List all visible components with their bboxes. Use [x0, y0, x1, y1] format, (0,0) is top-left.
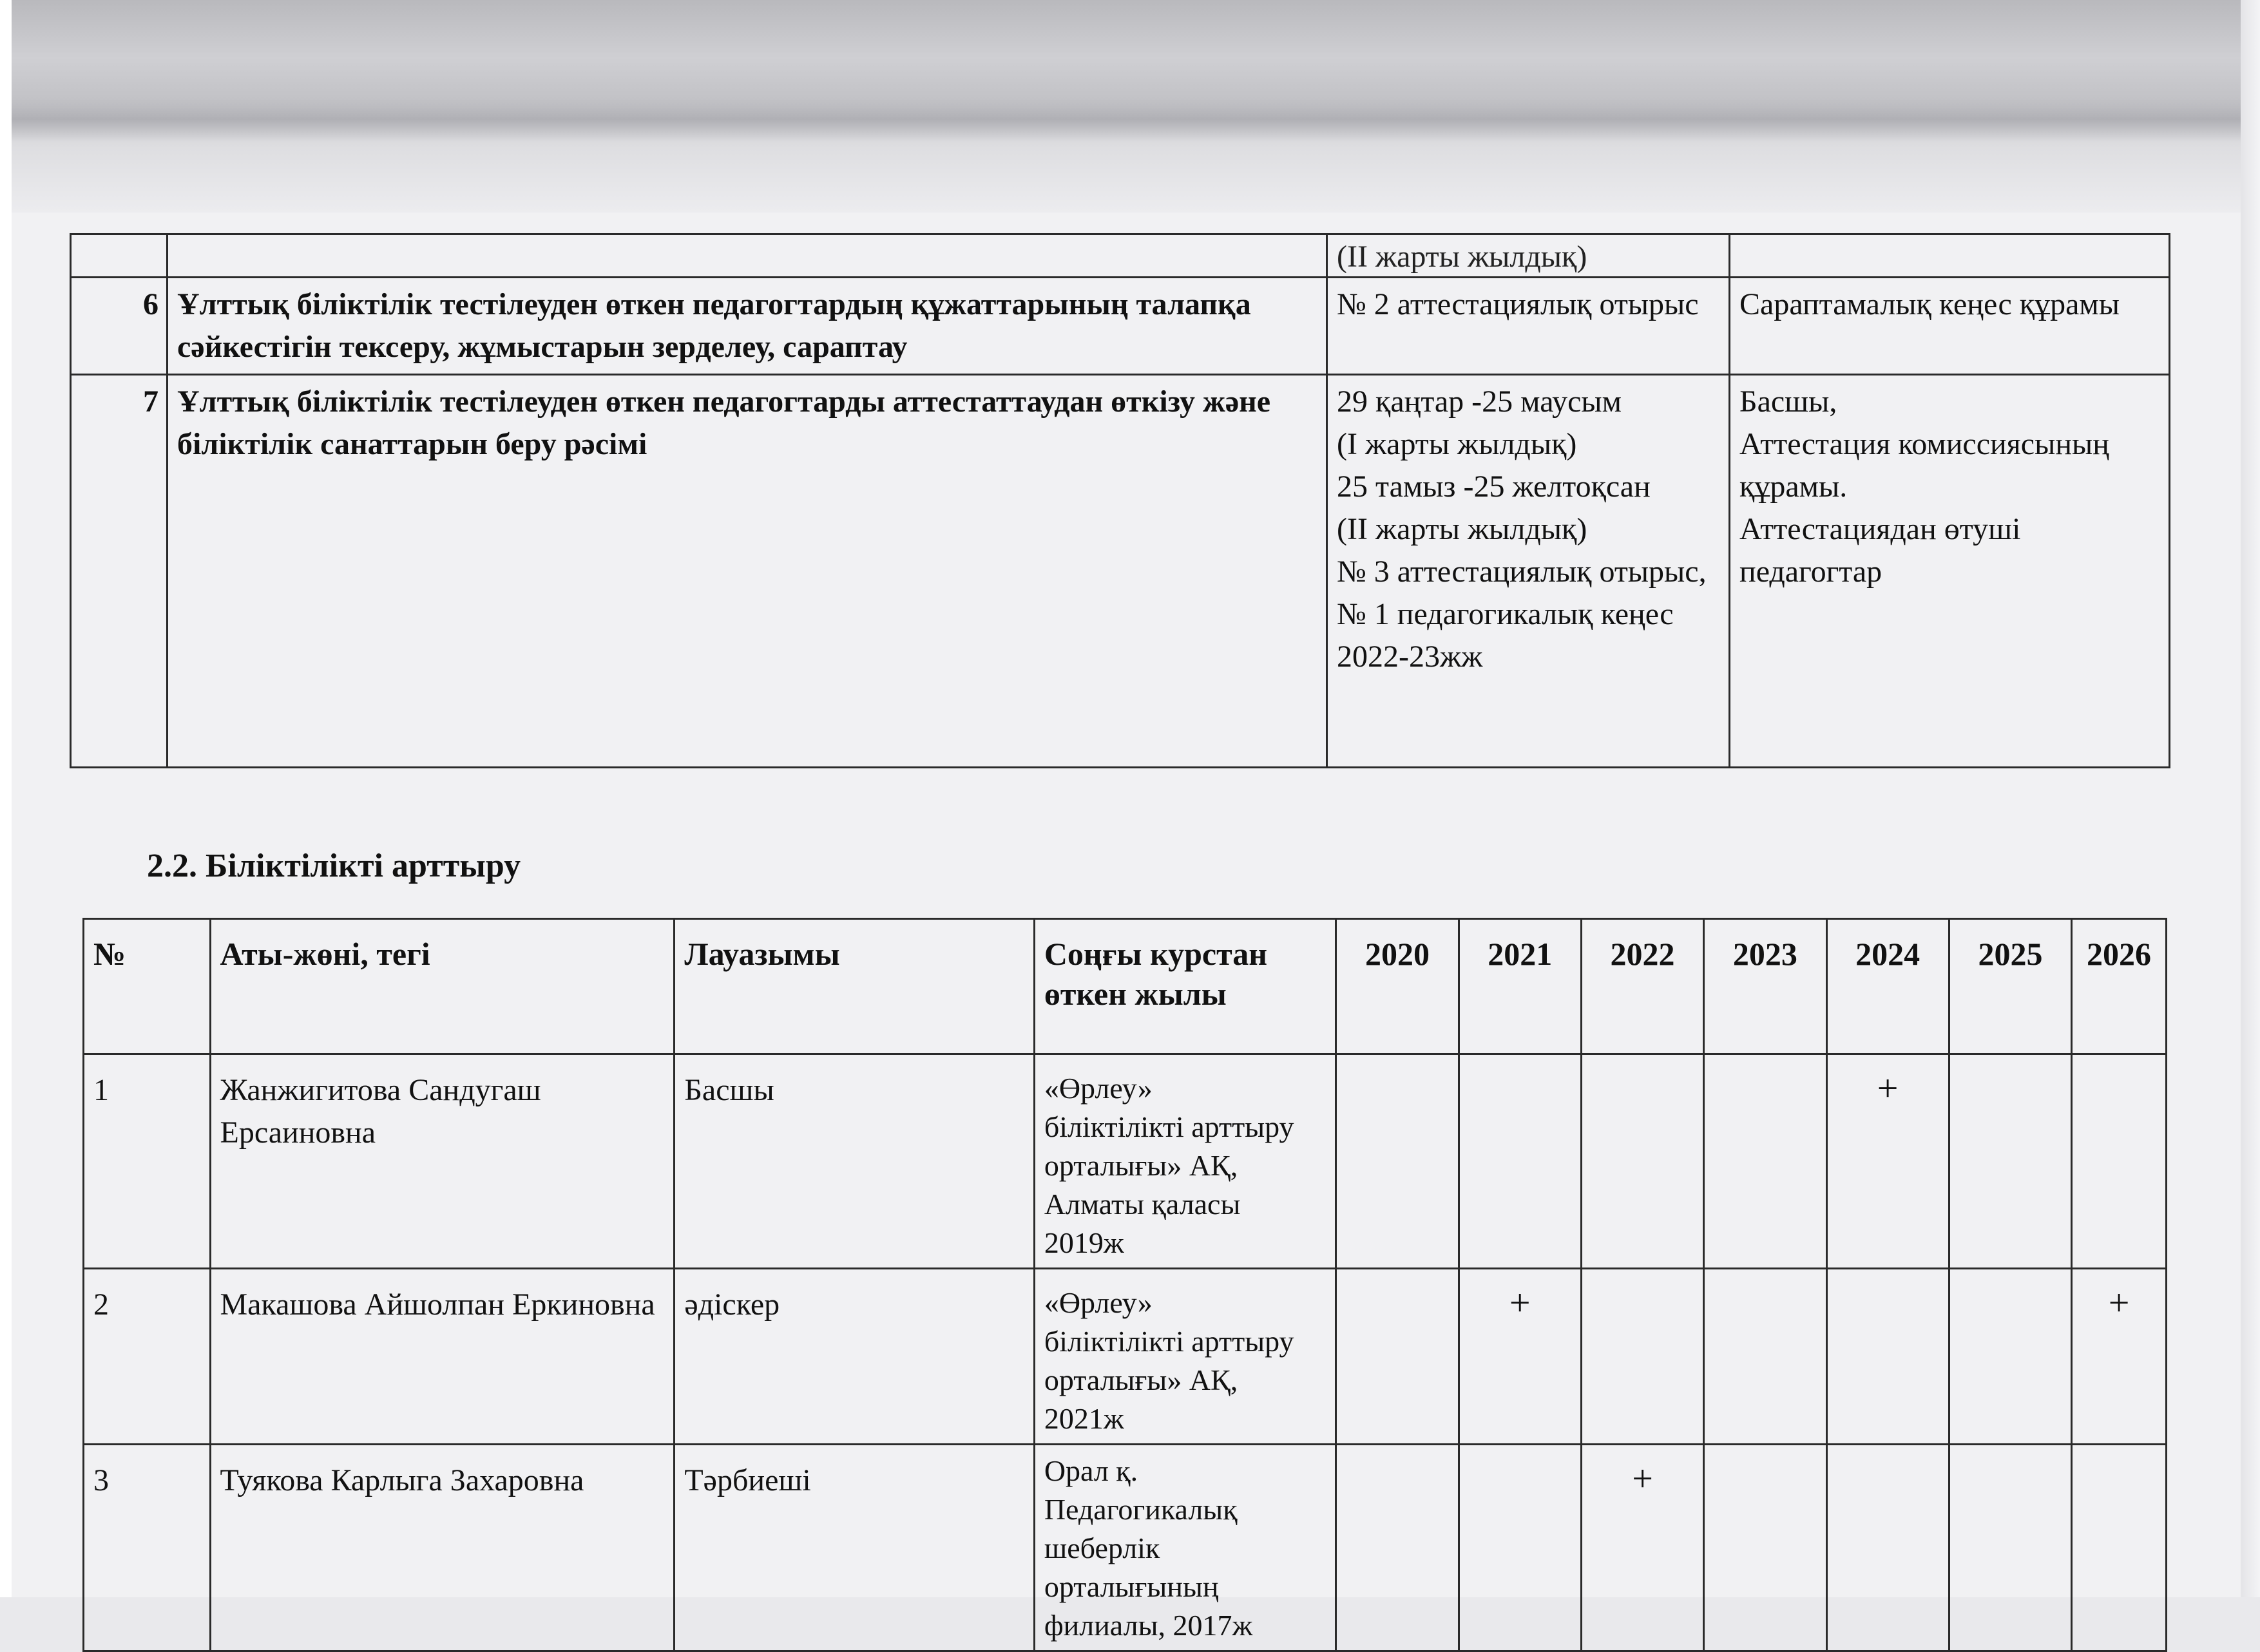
year-cell — [2072, 1269, 2167, 1445]
course-line: Орал қ. — [1044, 1454, 1138, 1487]
course-line: филиалы, 2017ж — [1044, 1609, 1253, 1642]
table-row-partial-header — [71, 234, 2170, 278]
course-line: 2021ж — [1044, 1402, 1124, 1435]
person-name: Жанжигитова Сандугаш Ерсаиновна — [210, 1054, 675, 1269]
responsible-cell — [1730, 375, 2170, 768]
year-cell — [1704, 1269, 1826, 1445]
year-cell — [1949, 1054, 2071, 1269]
schedule-header-text: (II жарты жылдық) — [1337, 240, 1587, 274]
year-cell — [1826, 1269, 1949, 1445]
schedule-line: 29 қаңтар -25 маусым — [1337, 385, 1622, 419]
row-number: 1 — [84, 1054, 211, 1269]
activity-text: Ұлттық біліктілік тестілеуден өткен педагогтарды аттестаттаудан өткізу және біліктілік санаттарын беру рәсімі — [168, 375, 1327, 768]
responsible-text: Сараптамалық кеңес құрамы — [1730, 278, 2170, 375]
table-row — [84, 1445, 2167, 1651]
person-position: әдіскер — [675, 1269, 1034, 1445]
header-year: 2020 — [1336, 919, 1459, 1054]
table-row — [84, 1269, 2167, 1445]
cell-responsible-empty — [1730, 234, 2170, 278]
training-table — [82, 918, 2167, 1652]
last-course — [1034, 1269, 1336, 1445]
cell-num-empty — [71, 234, 168, 278]
plus-mark: + — [1877, 1067, 1899, 1109]
year-cell — [1581, 1054, 1703, 1269]
header-name: Аты-жөні, тегі — [210, 919, 675, 1054]
schedule-line: № 3 аттестациялық отырыс, — [1337, 555, 1707, 589]
year-cell — [2072, 1054, 2167, 1269]
last-course — [1034, 1054, 1336, 1269]
year-cell — [1949, 1445, 2071, 1651]
responsible-line: Басшы, — [1739, 385, 1837, 419]
course-line: «Өрлеу» — [1044, 1072, 1153, 1105]
year-cell — [1459, 1054, 1581, 1269]
row-number: 2 — [84, 1269, 211, 1445]
year-cell — [1336, 1445, 1459, 1651]
activity-text: Ұлттық біліктілік тестілеуден өткен педагогтардың құжаттарының талапқа сәйкестігін тексеру, жұмыстарын зерделеу, сараптау — [168, 278, 1327, 375]
responsible-line: Аттестация комиссиясының құрамы. — [1739, 427, 2109, 504]
course-line: шеберлік — [1044, 1532, 1160, 1564]
header-last-course: Соңғы курстан өткен жылы — [1034, 919, 1336, 1054]
person-position: Тәрбиеші — [675, 1445, 1034, 1651]
schedule-cell — [1327, 375, 1730, 768]
year-cell — [1459, 1445, 1581, 1651]
plus-mark: + — [2108, 1282, 2130, 1324]
table-header-row — [84, 919, 2167, 1054]
schedule-text: № 2 аттестациялық отырыс — [1327, 278, 1730, 375]
year-cell — [1336, 1269, 1459, 1445]
year-cell — [1459, 1269, 1581, 1445]
person-name: Макашова Айшолпан Еркиновна — [210, 1269, 675, 1445]
scan-right-edge — [2241, 0, 2260, 1597]
schedule-line: (ІІ жарты жылдық) — [1337, 512, 1587, 546]
course-line: орталығы» АҚ, — [1044, 1149, 1238, 1182]
course-line: орталығы» АҚ, — [1044, 1363, 1238, 1396]
header-year: 2021 — [1459, 919, 1581, 1054]
year-cell — [1581, 1445, 1703, 1651]
course-line: орталығының — [1044, 1570, 1219, 1603]
schedule-line: 25 тамыз -25 желтоқсан — [1337, 470, 1651, 504]
year-cell — [1826, 1445, 1949, 1651]
course-line: біліктілікті арттыру — [1044, 1325, 1294, 1358]
course-line: Алматы қаласы — [1044, 1188, 1241, 1220]
year-cell — [1336, 1054, 1459, 1269]
table-row — [71, 375, 2170, 768]
person-position: Басшы — [675, 1054, 1034, 1269]
attestation-table — [70, 233, 2170, 768]
plus-mark: + — [1509, 1282, 1531, 1324]
scan-left-edge — [0, 0, 12, 1597]
last-course — [1034, 1445, 1336, 1651]
schedule-line: № 1 педагогикалық кеңес 2022-23жж — [1337, 597, 1674, 674]
header-year: 2024 — [1826, 919, 1949, 1054]
cell-schedule-header — [1327, 234, 1730, 278]
row-number: 7 — [71, 375, 168, 768]
year-cell — [1704, 1445, 1826, 1651]
header-year: 2025 — [1949, 919, 2071, 1054]
header-year: 2026 — [2072, 919, 2167, 1054]
header-year: 2022 — [1581, 919, 1703, 1054]
row-number: 3 — [84, 1445, 211, 1651]
responsible-line: Аттестациядан өтуші педагогтар — [1739, 512, 2021, 589]
course-line: «Өрлеу» — [1044, 1286, 1153, 1319]
section-title: 2.2. Біліктілікті арттыру — [147, 848, 521, 884]
course-line: 2019ж — [1044, 1226, 1124, 1259]
year-cell — [1704, 1054, 1826, 1269]
table-row — [84, 1054, 2167, 1269]
year-cell — [1949, 1269, 2071, 1445]
cell-activity-empty — [168, 234, 1327, 278]
schedule-line: (І жарты жылдық) — [1337, 427, 1577, 461]
table-row — [71, 278, 2170, 375]
year-cell — [1826, 1054, 1949, 1269]
header-position: Лауазымы — [675, 919, 1034, 1054]
scan-fold-shadow — [0, 97, 2260, 142]
course-line: Педагогикалық — [1044, 1493, 1238, 1526]
person-name: Туякова Карлыга Захаровна — [210, 1445, 675, 1651]
row-number: 6 — [71, 278, 168, 375]
header-num: № — [84, 919, 211, 1054]
plus-mark: + — [1632, 1457, 1653, 1499]
year-cell — [2072, 1445, 2167, 1651]
header-year: 2023 — [1704, 919, 1826, 1054]
year-cell — [1581, 1269, 1703, 1445]
course-line: біліктілікті арттыру — [1044, 1110, 1294, 1143]
